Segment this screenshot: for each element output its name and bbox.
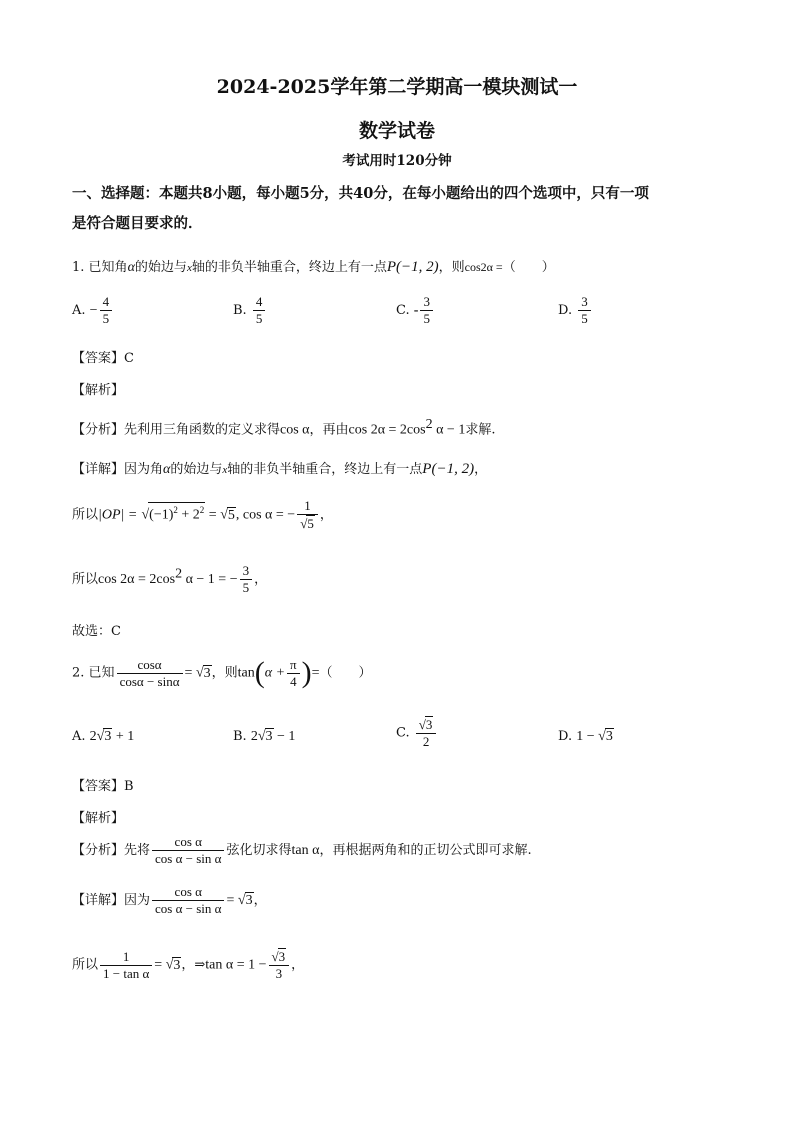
q2-option-a[interactable]: A. 2√3 + 1 (72, 729, 135, 744)
exam-title: 2024-2025学年第二学期高一模块测试一 (216, 76, 578, 98)
q1-option-b[interactable]: B. $\frac{4}{5}$ (233, 294, 267, 327)
q2-option-c[interactable]: C. $\frac{√3}{2}$ (396, 716, 438, 750)
q1-calc-line1: 所以$|OP| = √(-1)^2 + 2^2 = √5$, cos α = − $\frac{1}{√5}$ ， (72, 498, 333, 531)
q1-jiexi: 【解析】 (72, 383, 125, 398)
q1-final: 故选：C (72, 624, 121, 639)
q2-jiexi: 【解析】 (72, 811, 125, 826)
section-heading-line1: 一、选择题：本题共8小题，每小题5分，共40分，在每小题给出的四个选项中，只有一项 (72, 185, 649, 202)
q2-calc-line: 所以 $\frac{1}{\text{1 − tan α}}$ = √3，⇒tan α = 1 − $\frac{√3}{3}$ ， (72, 948, 305, 981)
q1-detail: 【详解】因为角α的始边与x轴的非负半轴重合，终边上有一点P(−1, 2)， (72, 461, 488, 477)
point-p: P(−1, 2) (386, 259, 439, 275)
alpha-symbol: α (127, 260, 135, 275)
q2-analysis: 【分析】先将 $\frac{\text{cos α}}{\text{cos α − sin α}}$ 弦化切求得tan α，再根据两角和的正切公式即可求解. (72, 834, 532, 866)
q2-detail: 【详解】因为 $\frac{\text{cos α}}{\text{cos α − sin α}}$ = √3， (72, 884, 267, 916)
q1-option-c[interactable]: C. - $\frac{3}{5}$ (396, 294, 435, 327)
section-heading-line2: 是符合题目要求的． (72, 215, 203, 232)
exam-subtitle: 数学试卷 (358, 120, 435, 142)
q1-number: 1. (72, 260, 85, 275)
q1-option-a[interactable]: A. − $\frac{4}{5}$ (72, 294, 114, 327)
q1-analysis: 【分析】先利用三角函数的定义求得cos α，再由$\cos 2\alpha = 2\cos^2$ α − 1求解. (72, 417, 496, 438)
q2-option-d[interactable]: D. 1 − √3 (558, 729, 613, 744)
q2-stem: 2. 已知 $\frac{\cos\alpha}{\cos\alpha - \sin\alpha}$ = √3，则tan(α + $\frac{\pi}{4}$ )=（ ） (72, 656, 372, 689)
q2-option-b[interactable]: B. 2√3 − 1 (233, 729, 296, 744)
q1-option-d[interactable]: D. $\frac{3}{5}$ (558, 294, 593, 327)
q1-answer: 【答案】C (72, 351, 134, 366)
q2-answer: 【答案】B (72, 779, 134, 794)
q1-calc-line2: 所以$\cos 2\alpha = 2\cos^2$ α − 1 = − $\frac{3}{5}$ ， (72, 563, 268, 595)
q2-number: 2. (72, 665, 85, 681)
exam-time: 考试用时120分钟 (342, 153, 452, 169)
q1-stem: 1. 已知角α的始边与x轴的非负半轴重合，终边上有一点P(−1, 2)，则cos2α =（ ） (72, 259, 555, 275)
